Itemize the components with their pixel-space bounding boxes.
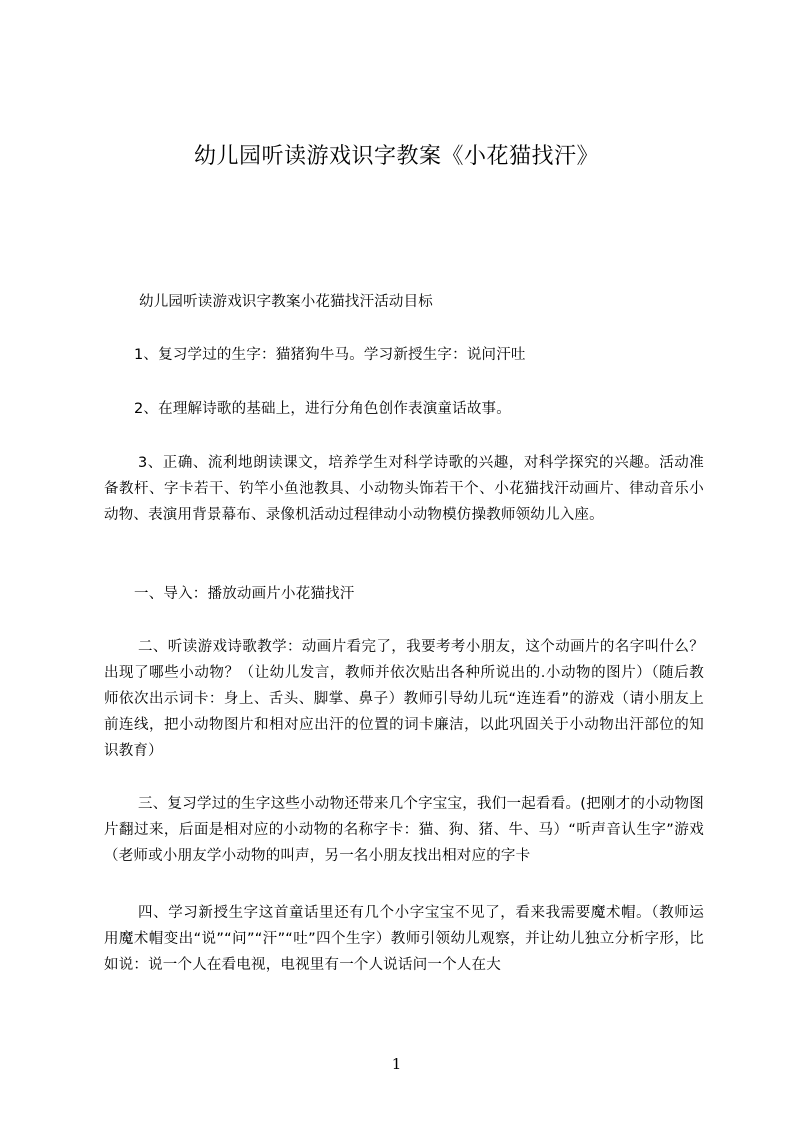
document-title: 幼儿园听读游戏识字教案《小花猫找汗》 <box>193 144 599 169</box>
paragraph-goal-1: 1、复习学过的生字：猫猪狗牛马。学习新授生字：说问汗吐 <box>134 347 526 363</box>
paragraph-section-4-new-characters: 四、学习新授生字这首童话里还有几个小字宝宝不见了，看来我需要魔术帽。（教师运用魔术帽变出“说”“问”“汗”“吐”四个生字）教师引领幼儿观察，并让幼儿独立分析字形，比如说：说一个人在看电视，电视里有一个人说话问一个人在大 <box>104 905 704 973</box>
page-number: 1 <box>391 1055 402 1073</box>
paragraph-section-3-review: 三、复习学过的生字这些小动物还带来几个字宝宝，我们一起看看。(把刚才的小动物图片翻过来，后面是相对应的小动物的名称字卡：猫、狗、猪、牛、马）“听声音认生字”游戏（老师或小朋友学小动物的叫声，另一名小朋友找出相对应的字卡 <box>104 796 704 864</box>
paragraph-goal-3-preparation: 3、正确、流利地朗读课文，培养学生对科学诗歌的兴趣，对科学探究的兴趣。活动准备教杆、字卡若干、钓竿小鱼池教具、小动物头饰若干个、小花猫找汗动画片、律动音乐小动物、表演用背景幕布、录像机活动过程律动小动物模仿操教师领幼儿入座。 <box>104 455 704 523</box>
paragraph-goal-2: 2、在理解诗歌的基础上，进行分角色创作表演童话故事。 <box>134 401 511 417</box>
paragraph-section-2-poem-teaching: 二、听读游戏诗歌教学：动画片看完了，我要考考小朋友，这个动画片的名字叫什么？出现了哪些小动物？（让幼儿发言，教师并依次贴出各种所说出的.小动物的图片）（随后教师依次出示词卡：身上、舌头、脚掌、鼻子）教师引导幼儿玩“连连看”的游戏（请小朋友上前连线，把小动物图片和相对应出汗的位置的词卡廉洁，以此巩固关于小动物出汗部位的知识教育） <box>104 639 704 759</box>
paragraph-activity-goals: 幼儿园听读游戏识字教案小花猫找汗活动目标 <box>139 294 433 310</box>
paragraph-section-1-intro: 一、导入：播放动画片小花猫找汗 <box>134 586 355 602</box>
